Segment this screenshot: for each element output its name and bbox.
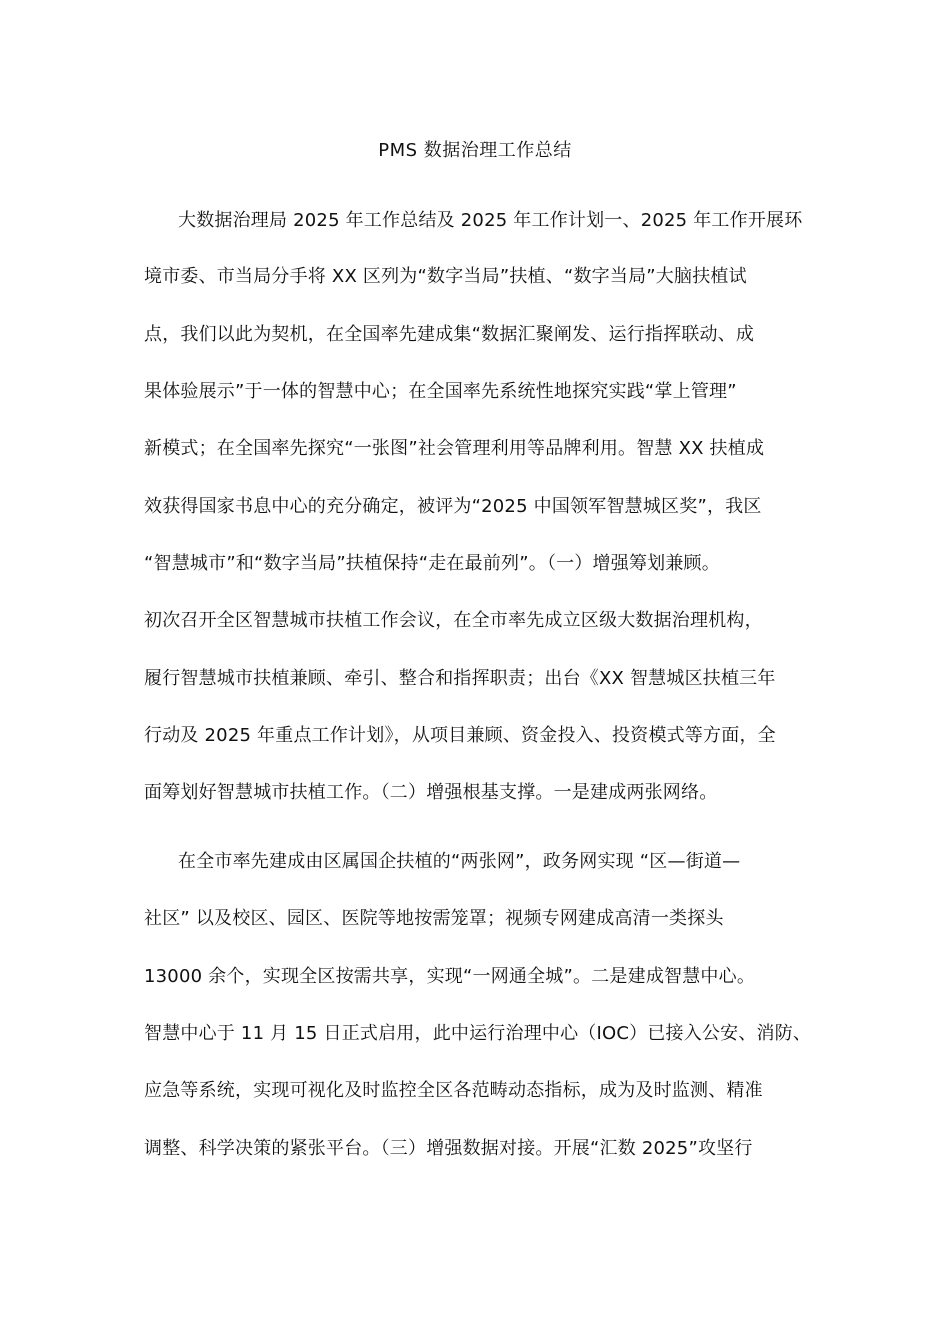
paragraph-line-9: 履行智慧城市扶植兼顾、牵引、整合和指挥职责；出台《XX 智慧城区扶植三年	[144, 668, 776, 689]
paragraph-line-7: “智慧城市”和“数字当局”扶植保持“走在最前列”。（一）增强筹划兼顾。	[144, 553, 720, 574]
paragraph-line-15: 智慧中心于 11 月 15 日正式启用，此中运行治理中心（IOC）已接入公安、消防、	[144, 1023, 812, 1044]
paragraph-line-5: 新模式；在全国率先探究“一张图”社会管理利用等品牌利用。智慧 XX 扶植成	[144, 438, 765, 459]
paragraph-line-4: 果体验展示”于一体的智慧中心；在全国率先系统性地探究实践“掌上管理”	[144, 381, 737, 402]
paragraph-line-3: 点，我们以此为契机，在全国率先建成集“数据汇聚阐发、运行指挥联动、成	[144, 324, 755, 345]
paragraph-line-17: 调整、科学决策的紧张平台。（三）增强数据对接。开展“汇数 2025”攻坚行	[144, 1138, 753, 1159]
paragraph-line-13: 社区” 以及校区、园区、医院等地按需笼罩；视频专网建成高清一类探头	[144, 908, 724, 929]
paragraph-line-16: 应急等系统，实现可视化及时监控全区各范畴动态指标，成为及时监测、精准	[144, 1080, 763, 1101]
paragraph-line-11: 面筹划好智慧城市扶植工作。（二）增强根基支撑。一是建成两张网络。	[144, 782, 718, 803]
paragraph-line-2: 境市委、市当局分手将 XX 区列为“数字当局”扶植、“数字当局”大脑扶植试	[144, 266, 747, 287]
paragraph-line-6: 效获得国家书息中心的充分确定，被评为“2025 中国领军智慧城区奖”，我区	[144, 496, 762, 517]
paragraph-line-1: 大数据治理局 2025 年工作总结及 2025 年工作计划一、2025 年工作开展环	[178, 210, 803, 231]
paragraph-line-10: 行动及 2025 年重点工作计划》，从项目兼顾、资金投入、投资模式等方面，全	[144, 725, 776, 746]
paragraph-line-14: 13000 余个，实现全区按需共享，实现“一网通全城”。二是建成智慧中心。	[144, 966, 756, 987]
paragraph-line-8: 初次召开全区智慧城市扶植工作会议，在全市率先成立区级大数据治理机构，	[144, 610, 763, 631]
paragraph-line-12: 在全市率先建成由区属国企扶植的“两张网”，政务网实现 “区—街道—	[178, 851, 741, 872]
document-title: PMS 数据治理工作总结	[378, 140, 572, 161]
